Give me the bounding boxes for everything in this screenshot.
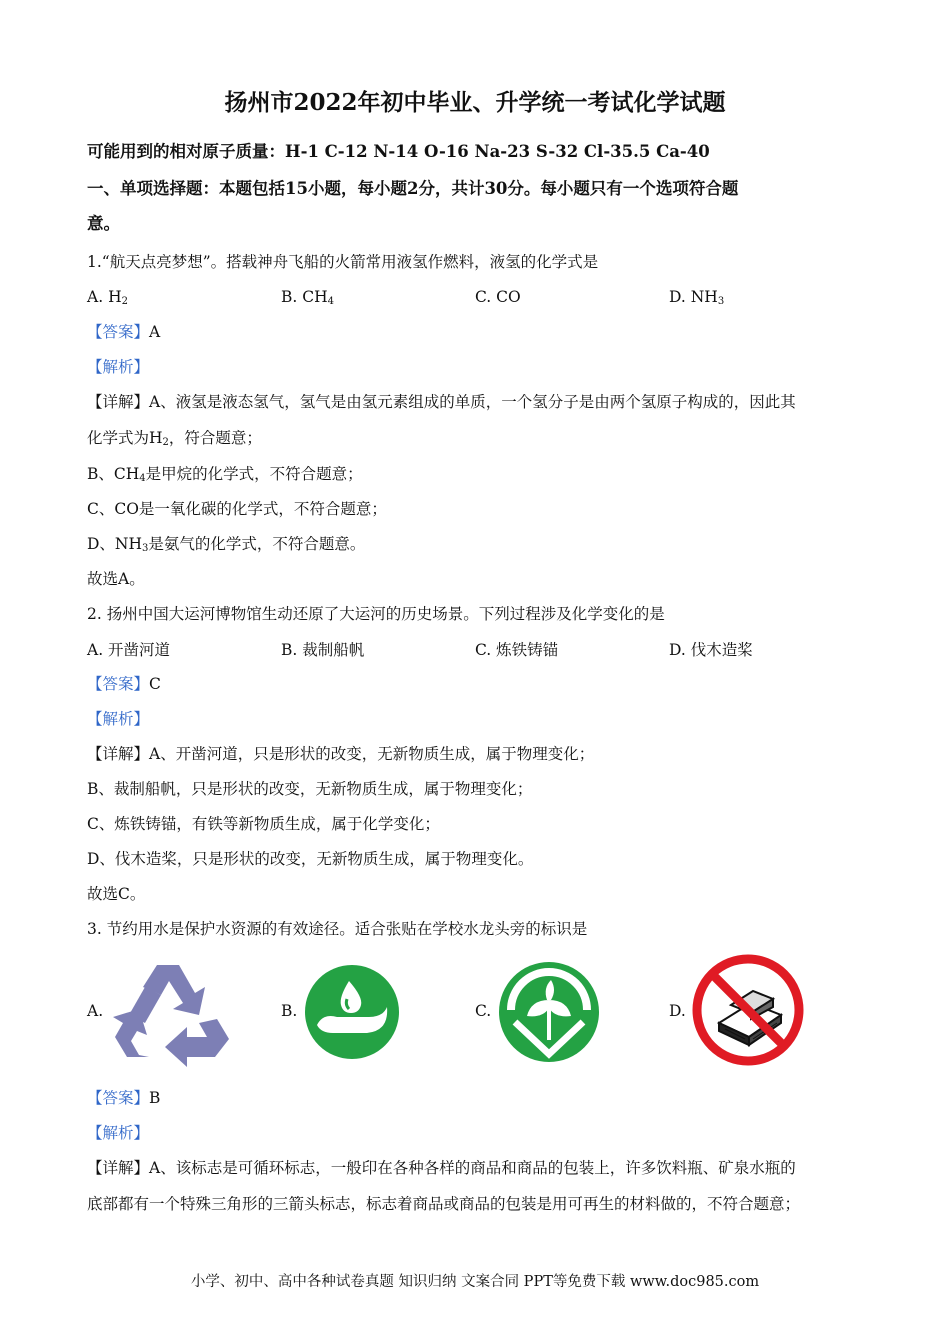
q2-option-d: D. 伐木造桨 <box>669 641 753 659</box>
q3-option-a-letter: A. <box>87 1002 104 1020</box>
q2-analysis-label: 【解析】 <box>87 710 150 728</box>
q3-option-b <box>281 957 431 1067</box>
q1-line-b: B、$CH_4$是甲烷的化学式，不符合题意； <box>87 465 363 484</box>
q2-conclusion: 故选C。 <box>87 885 146 903</box>
section-heading-cont: 意。 <box>87 214 120 233</box>
q1-detail-cont: 化学式为$H_2$，符合题意； <box>87 429 262 448</box>
q3-option-c-letter: C. <box>475 1002 492 1020</box>
q2-line-d: D、伐木造桨，只是形状的改变，无新物质生成，属于物理变化。 <box>87 850 534 868</box>
page-footer: 小学、初中、高中各种试卷真题 知识归纳 文案合同 PPT等免费下载 www.doc985.com <box>190 1274 760 1290</box>
water-saving-icon <box>303 963 401 1061</box>
q1-line-d: D、$NH_3$是氨气的化学式，不符合题意。 <box>87 535 366 554</box>
q3-answer: 【答案】B <box>87 1089 161 1107</box>
q1-line-c: C、CO是一氧化碳的化学式，不符合题意； <box>87 500 387 518</box>
q1-detail: 【详解】A、液氢是液态氢气，氢气是由氢元素组成的单质，一个氢分子是由两个氢原子构成的，因此其 <box>87 393 796 411</box>
q1-option-d: D. $NH_3$ <box>669 288 725 307</box>
q3-detail: 【详解】A、该标志是可循环标志，一般印在各种各样的商品和商品的包装上，许多饮料瓶、矿泉水瓶的 <box>87 1159 796 1177</box>
section-heading: 一、单项选择题：本题包括15小题，每小题2分，共计30分。每小题只有一个选项符合题 <box>87 179 739 198</box>
q3-option-b-letter: B. <box>281 1002 298 1020</box>
q2-line-b: B、裁制船帆，只是形状的改变，无新物质生成，属于物理变化； <box>87 780 533 798</box>
q2-stem: 2. 扬州中国大运河博物馆生动还原了大运河的历史场景。下列过程涉及化学变化的是 <box>87 605 665 623</box>
q2-option-c: C. 炼铁铸锚 <box>475 641 559 659</box>
recycle-icon <box>109 957 231 1067</box>
q1-option-a: A. $H_2$ <box>87 288 128 307</box>
q2-line-c: C、炼铁铸锚，有铁等新物质生成，属于化学变化； <box>87 815 440 833</box>
q3-stem: 3. 节约用水是保护水资源的有效途径。适合张贴在学校水龙头旁的标识是 <box>87 920 588 938</box>
q1-answer: 【答案】A <box>87 323 161 341</box>
q2-option-b: B. 裁制船帆 <box>281 641 365 659</box>
q1-option-b: B. $CH_4$ <box>281 288 335 307</box>
q3-option-a <box>87 957 237 1067</box>
q2-answer: 【答案】C <box>87 675 161 693</box>
page-title: 扬州市2022年初中毕业、升学统一考试化学试题 <box>224 89 726 116</box>
no-fireworks-icon <box>691 953 805 1067</box>
q2-option-a: A. 开凿河道 <box>87 641 171 659</box>
q3-analysis-label: 【解析】 <box>87 1124 150 1142</box>
q3-detail-cont: 底部都有一个特殊三角形的三箭头标志，标志着商品或商品的包装是用可再生的材料做的，不符合题意； <box>87 1195 801 1213</box>
q3-option-d-letter: D. <box>669 1002 686 1020</box>
q1-stem: 1.“航天点亮梦想”。搭载神舟飞船的火箭常用液氢作燃料，液氢的化学式是 <box>87 253 599 271</box>
green-food-icon <box>497 960 601 1064</box>
q1-analysis-label: 【解析】 <box>87 358 150 376</box>
q3-option-d <box>669 957 819 1067</box>
q1-option-c: C. CO <box>475 288 521 306</box>
q3-option-c <box>475 957 625 1067</box>
q1-conclusion: 故选A。 <box>87 570 145 588</box>
q2-detail: 【详解】A、开凿河道，只是形状的改变，无新物质生成，属于物理变化； <box>87 745 595 763</box>
atomic-masses: 可能用到的相对原子质量：H-1 C-12 N-14 O-16 Na-23 S-32 Cl-35.5 Ca-40 <box>87 142 710 161</box>
